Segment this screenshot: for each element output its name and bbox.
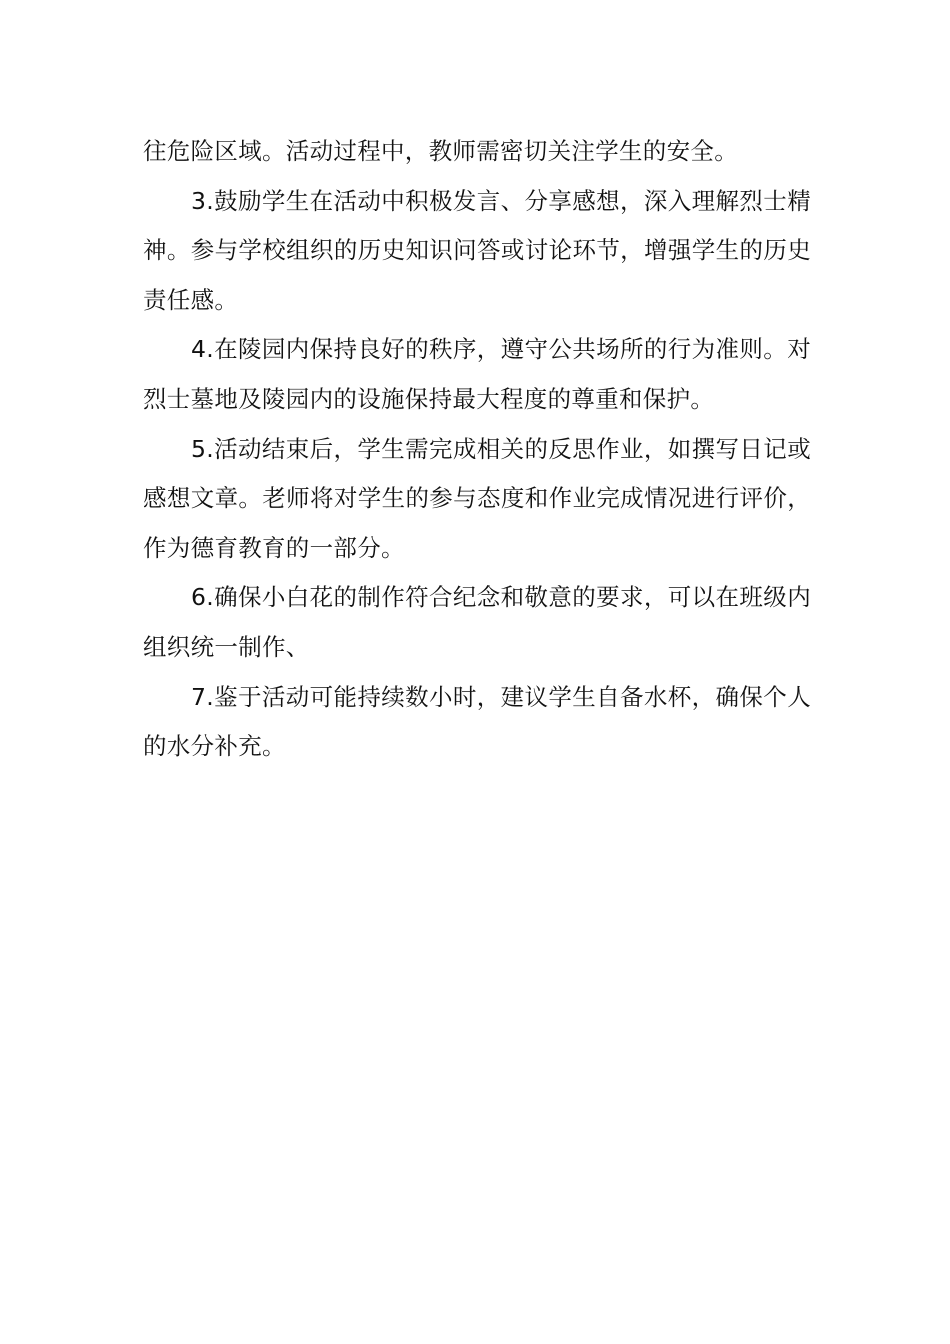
paragraph-item-3: 3.鼓励学生在活动中积极发言、分享感想，深入理解烈士精神。参与学校组织的历史知识问答或讨论环节，增强学生的历史责任感。 — [143, 186, 811, 314]
paragraph-item-5: 5.活动结束后，学生需完成相关的反思作业，如撰写日记或感想文章。老师将对学生的参与态度和作业完成情况进行评价，作为德育教育的一部分。 — [143, 434, 811, 562]
paragraph-item-7: 7.鉴于活动可能持续数小时，建议学生自备水杯，确保个人的水分补充。 — [143, 682, 811, 761]
paragraph-item-6: 6.确保小白花的制作符合纪念和敬意的要求，可以在班级内组织统一制作、 — [143, 583, 811, 661]
document-body — [143, 127, 811, 772]
paragraph-continuation: 往危险区域。活动过程中，教师需密切关注学生的安全。 — [143, 137, 738, 165]
paragraph-item-4: 4.在陵园内保持良好的秩序，遵守公共场所的行为准则。对烈士墓地及陵园内的设施保持最大程度的尊重和保护。 — [143, 335, 811, 413]
